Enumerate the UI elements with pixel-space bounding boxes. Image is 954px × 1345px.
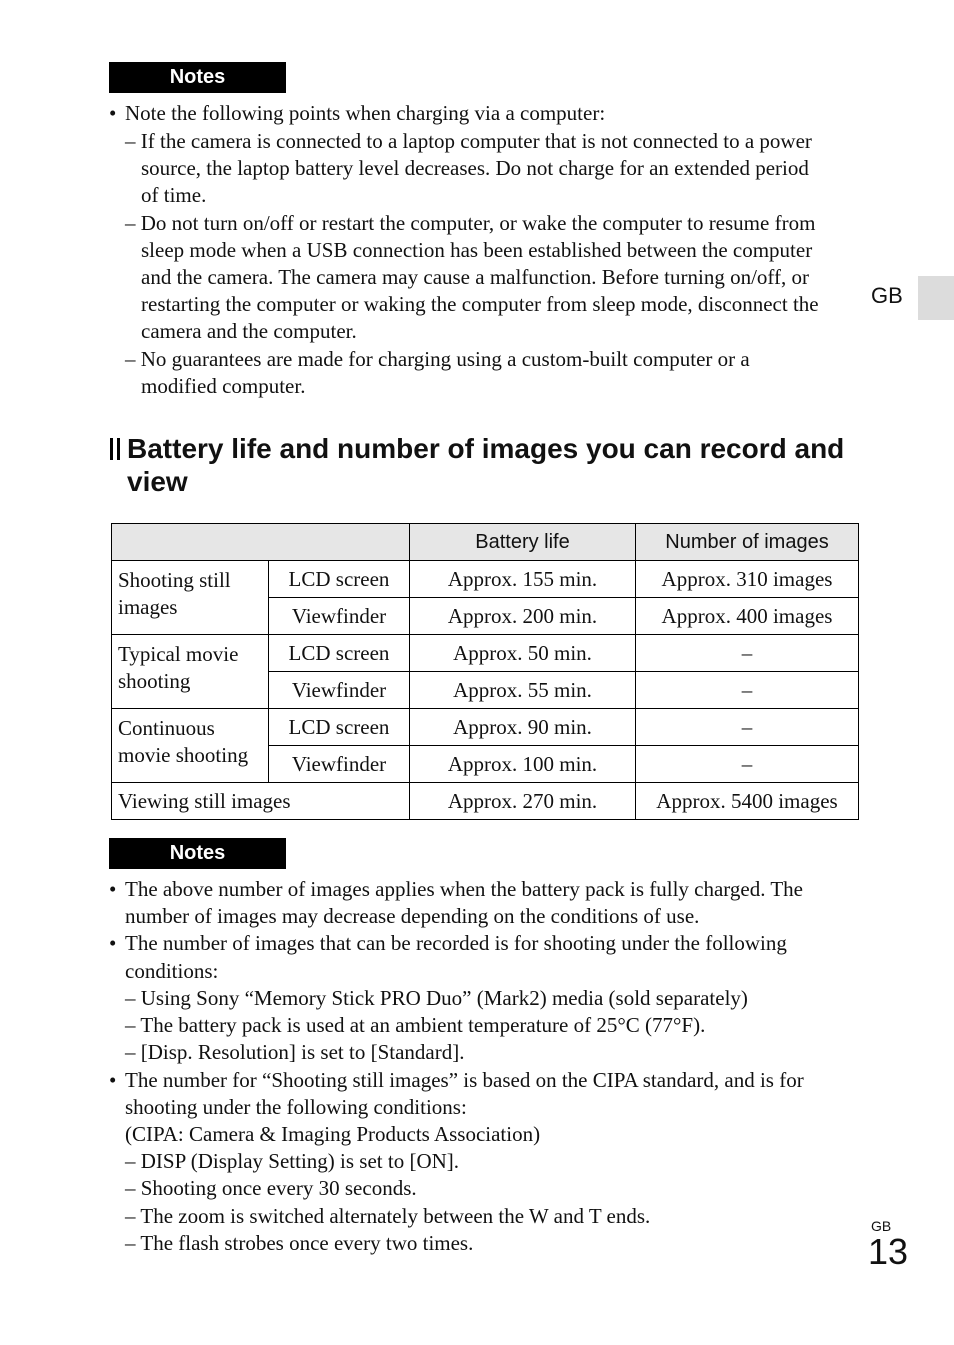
note-line: – DISP (Display Setting) is set to [ON]. [125, 1149, 460, 1173]
row-group-label: Continuous movie shooting [112, 709, 269, 783]
note-line: and the camera. The camera may cause a malfunction. Before turning on/off, or [141, 265, 810, 289]
note-line: restarting the computer or waking the computer from sleep mode, disconnect the [141, 292, 819, 316]
bullet-marker: • [109, 877, 117, 901]
table-row [112, 561, 859, 598]
table-header-battery-life: Battery life [410, 524, 636, 561]
table-row [112, 635, 859, 672]
note-line: of time. [141, 183, 207, 207]
note-line: – If the camera is connected to a laptop computer that is not connected to a power [125, 129, 812, 153]
viewing-label: Viewing still images [112, 783, 410, 820]
note-line: modified computer. [141, 374, 306, 398]
display-cell: Viewfinder [269, 672, 410, 709]
images-cell: – [636, 672, 859, 709]
battery-cell: Approx. 155 min. [410, 561, 636, 598]
bullet-marker: • [109, 1068, 117, 1092]
page-number: 13 [868, 1231, 909, 1272]
bullet-marker: • [109, 101, 117, 125]
images-cell: – [636, 746, 859, 783]
images-cell: Approx. 5400 images [636, 783, 859, 820]
battery-life-table [111, 523, 859, 820]
battery-cell: Approx. 55 min. [410, 672, 636, 709]
battery-cell: Approx. 50 min. [410, 635, 636, 672]
battery-cell: Approx. 90 min. [410, 709, 636, 746]
note-line: sleep mode when a USB connection has been established between the computer [141, 238, 813, 262]
battery-cell: Approx. 100 min. [410, 746, 636, 783]
table-header-empty [112, 524, 410, 561]
table-header-number-of-images: Number of images [636, 524, 859, 561]
section-heading: Battery life and number of images you can record and view [127, 433, 845, 497]
note-line: The number of images that can be recorded is for shooting under the following [125, 931, 787, 955]
note-line: (CIPA: Camera & Imaging Products Association) [125, 1122, 541, 1146]
side-tab-label: GB [871, 283, 903, 308]
note-line: – The zoom is switched alternately between the W and T ends. [125, 1204, 651, 1228]
page-region-label: GB [871, 1218, 892, 1234]
table-row [112, 783, 859, 820]
display-cell: Viewfinder [269, 746, 410, 783]
note-line: – Using Sony “Memory Stick PRO Duo” (Mark2) media (sold separately) [125, 986, 748, 1010]
note-line: source, the laptop battery level decreases. Do not charge for an extended period [141, 156, 809, 180]
display-cell: LCD screen [269, 709, 410, 746]
note-line: – The flash strobes once every two times. [125, 1231, 474, 1255]
side-tab [918, 276, 954, 320]
notes-intro: Note the following points when charging via a computer: [125, 101, 606, 125]
images-cell: Approx. 310 images [636, 561, 859, 598]
table-header-row [112, 524, 859, 561]
note-line: The above number of images applies when the battery pack is fully charged. The [125, 877, 803, 901]
heading-marker-gap [113, 438, 117, 460]
note-line: – [Disp. Resolution] is set to [Standard]. [125, 1040, 465, 1064]
notes-label-top: Notes [109, 62, 286, 93]
note-line: number of images may decrease depending on the conditions of use. [125, 904, 700, 928]
note-line: – No guarantees are made for charging using a custom-built computer or a [125, 347, 750, 371]
display-cell: LCD screen [269, 635, 410, 672]
note-line: The number for “Shooting still images” is based on the CIPA standard, and is for [125, 1068, 804, 1092]
note-line: – The battery pack is used at an ambient temperature of 25°C (77°F). [125, 1013, 706, 1037]
images-cell: – [636, 635, 859, 672]
battery-cell: Approx. 200 min. [410, 598, 636, 635]
note-line: – Do not turn on/off or restart the computer, or wake the computer to resume from [125, 211, 816, 235]
note-line: camera and the computer. [141, 319, 357, 343]
note-line: conditions: [125, 959, 219, 983]
display-cell: LCD screen [269, 561, 410, 598]
battery-cell: Approx. 270 min. [410, 783, 636, 820]
row-group-label: Typical movie shooting [112, 635, 269, 709]
bullet-marker: • [109, 931, 117, 955]
table-row [112, 709, 859, 746]
row-group-label: Shooting still images [112, 561, 269, 635]
images-cell: – [636, 709, 859, 746]
notes-label-bottom: Notes [109, 838, 286, 869]
images-cell: Approx. 400 images [636, 598, 859, 635]
display-cell: Viewfinder [269, 598, 410, 635]
note-line: shooting under the following conditions: [125, 1095, 467, 1119]
note-line: – Shooting once every 30 seconds. [125, 1176, 417, 1200]
